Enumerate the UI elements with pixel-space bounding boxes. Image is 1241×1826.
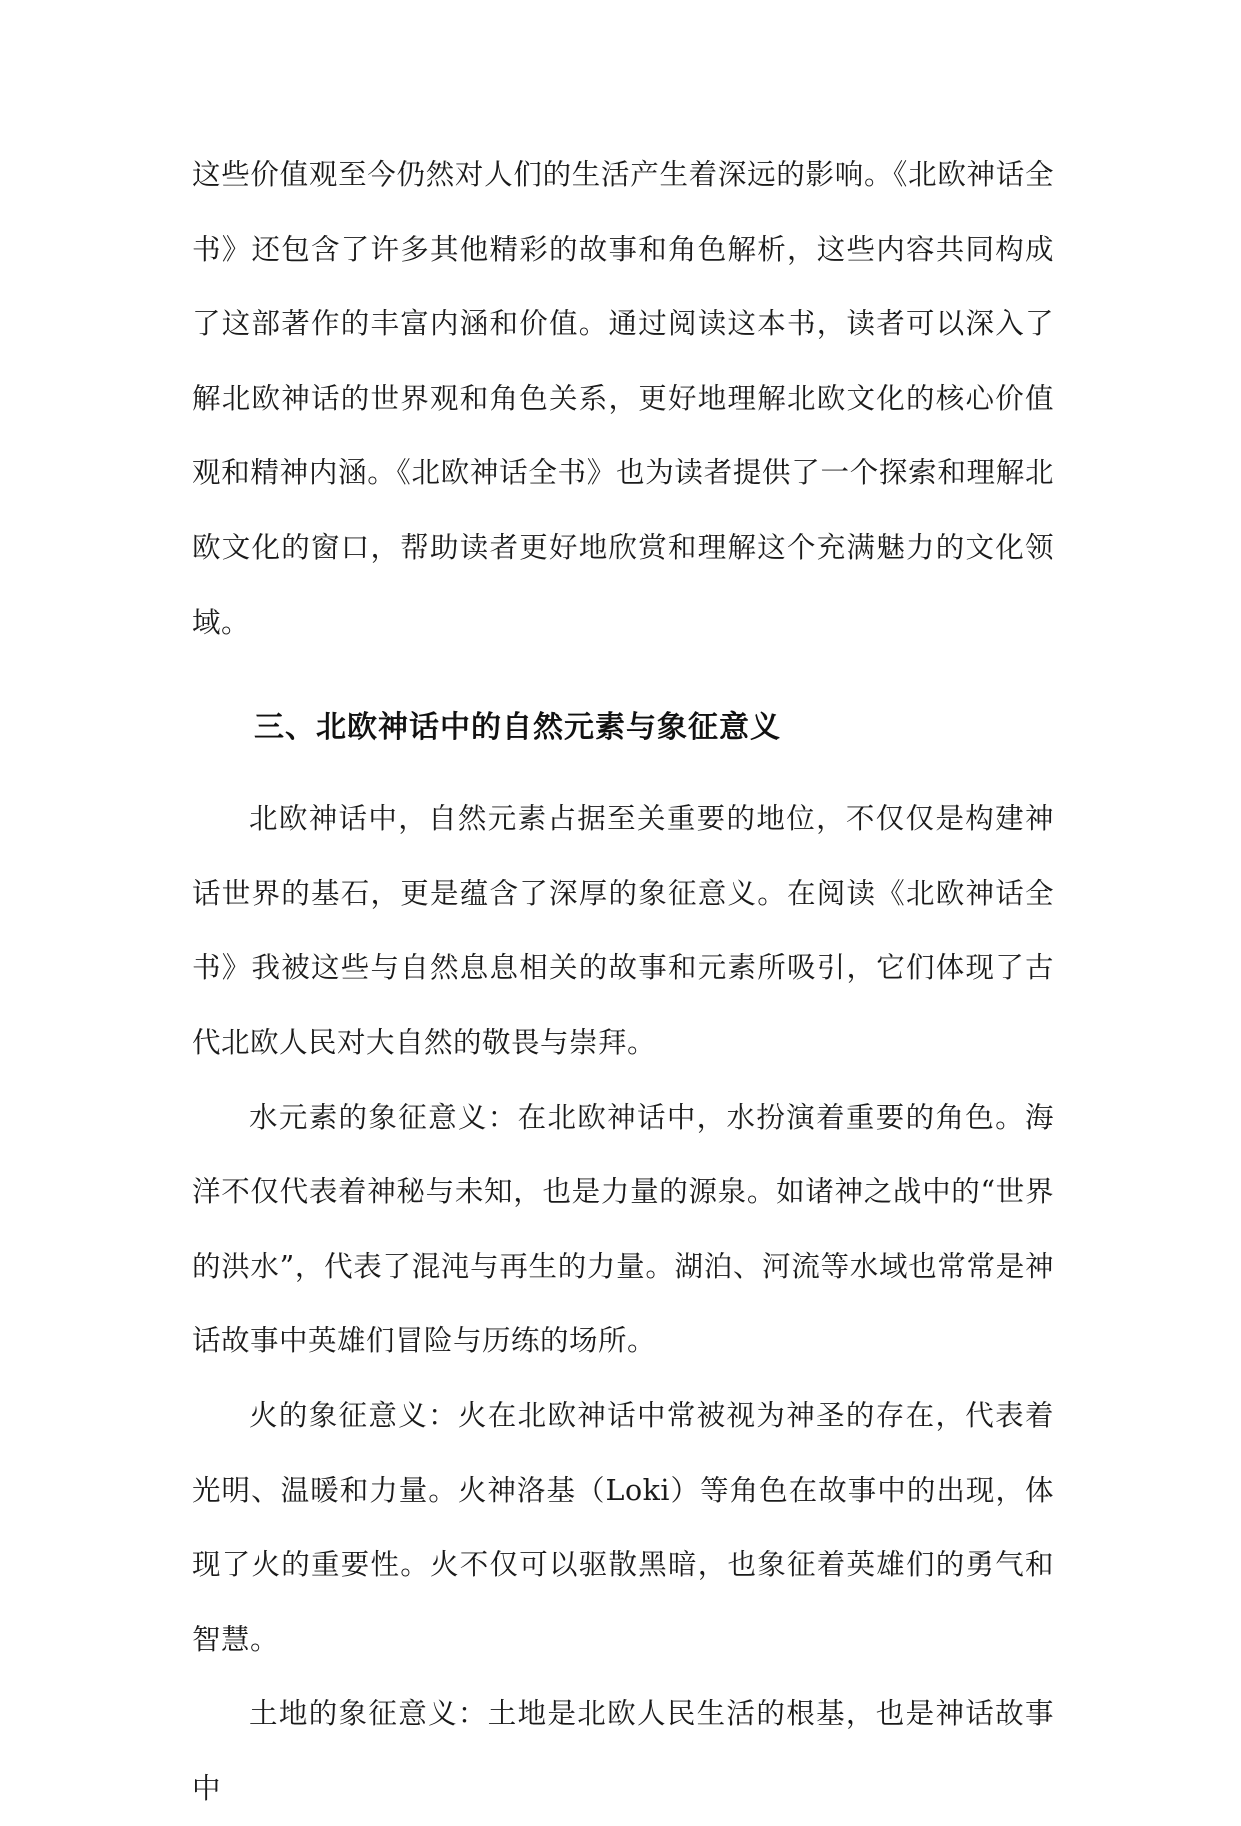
- paragraph-water: 水元素的象征意义：在北欧神话中，水扮演着重要的角色。海洋不仅代表着神秘与未知，也是力量的源泉。如诸神之战中的“世界的洪水”，代表了混沌与再生的力量。湖泊、河流等水域也常常是神话故事中英雄们冒险与历练的场所。: [192, 1100, 1054, 1358]
- section-heading: 三、北欧神话中的自然元素与象征意义: [254, 710, 781, 746]
- paragraph-intro: 北欧神话中，自然元素占据至关重要的地位，不仅仅是构建神话世界的基石，更是蕴含了深厚的象征意义。在阅读《北欧神话全书》我被这些与自然息息相关的故事和元素所吸引，它们体现了古代北欧人民对大自然的敬畏与崇拜。: [192, 802, 1054, 1059]
- page-content: [192, 138, 1054, 1826]
- paragraph-earth: 土地的象征意义：土地是北欧人民生活的根基，也是神话故事中: [192, 1697, 1054, 1805]
- paragraph-fire: 火的象征意义：火在北欧神话中常被视为神圣的存在，代表着光明、温暖和力量。火神洛基（Loki）等角色在故事中的出现，体现了火的重要性。火不仅可以驱散黑暗，也象征着英雄们的勇气和智慧。: [192, 1398, 1054, 1656]
- continuation-paragraph: 这些价值观至今仍然对人们的生活产生着深远的影响。《北欧神话全书》还包含了许多其他精彩的故事和角色解析，这些内容共同构成了这部著作的丰富内涵和价值。通过阅读这本书，读者可以深入了解北欧神话的世界观和角色关系，更好地理解北欧文化的核心价值观和精神内涵。《北欧神话全书》也为读者提供了一个探索和理解北欧文化的窗口，帮助读者更好地欣赏和理解这个充满魅力的文化领域。: [192, 158, 1054, 639]
